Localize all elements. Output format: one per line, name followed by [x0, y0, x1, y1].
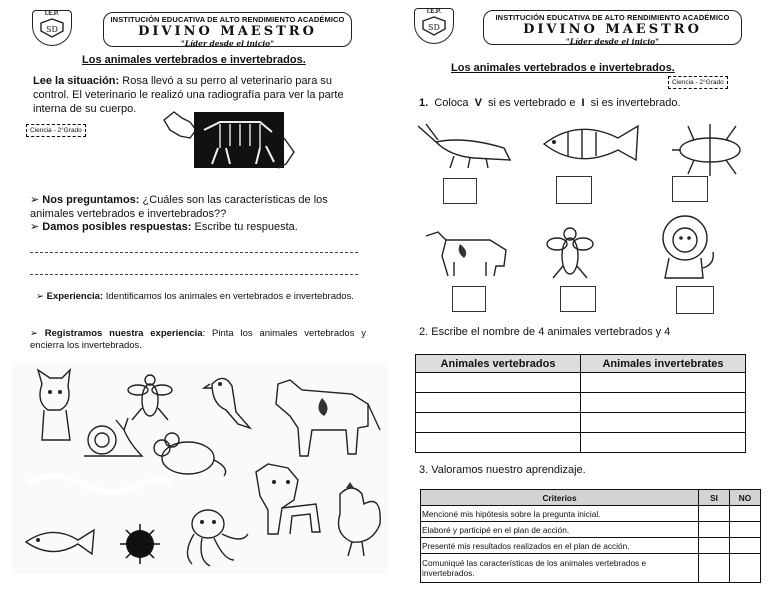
bird-drawing [204, 378, 250, 428]
grade-tag-left: Ciencia - 2°Grado [26, 124, 86, 137]
snail-drawing [84, 418, 142, 456]
cow-drawing [420, 222, 514, 276]
answer-text: Escribe tu respuesta. [194, 221, 298, 233]
shrimp-drawing [414, 120, 514, 170]
letter-v: V [474, 97, 482, 109]
col-header-invertebrates: Animales invertebrates [581, 355, 746, 373]
dog-drawing [256, 464, 320, 534]
answer-label: Damos posibles respuestas: [42, 221, 192, 233]
svg-text:SD: SD [428, 23, 440, 32]
answer-line-1[interactable] [30, 252, 358, 253]
answer-cell[interactable] [416, 433, 581, 453]
bullet-arrow-icon: ➢ [30, 194, 43, 206]
answer-box-fly[interactable] [560, 286, 596, 312]
bullet-arrow-icon: ➢ [36, 291, 47, 302]
table-row [421, 522, 761, 538]
experience-text: Identificamos los animales en vertebrados e invertebrados. [105, 291, 354, 302]
instruction-3: 3. Valoramos nuestro aprendizaje. [419, 464, 586, 476]
answer-cell[interactable] [581, 413, 746, 433]
criteria-cell: Comuniqué las características de los animales vertebrados e invertebrados. [421, 554, 699, 583]
school-name: DIVINO MAESTRO [138, 24, 317, 39]
criteria-cell: Presenté mis resultados realizados en el plan de acción. [421, 538, 699, 554]
table-row [416, 413, 746, 433]
cow-drawing [276, 380, 380, 456]
yes-cell[interactable] [699, 538, 730, 554]
hen-drawing [339, 482, 381, 556]
lion-drawing [655, 212, 717, 282]
school-header-right [483, 10, 742, 45]
school-crest-left [32, 10, 72, 46]
answer-box-shrimp[interactable] [443, 178, 477, 204]
criteria-cell: Elaboré y participé en el plan de acción. [421, 522, 699, 538]
col-header-yes: SI [699, 490, 730, 506]
fly-drawing [128, 375, 172, 420]
school-name: DIVINO MAESTRO [523, 22, 702, 37]
yes-cell[interactable] [699, 506, 730, 522]
col-header-vertebrates: Animales vertebrados [416, 355, 581, 373]
table-row [421, 554, 761, 583]
answer-cell[interactable] [416, 373, 581, 393]
page-title-right: Los animales vertebrados e invertebrados. [451, 62, 675, 74]
answer-cell[interactable] [416, 413, 581, 433]
yes-cell[interactable] [699, 522, 730, 538]
cat-drawing [38, 370, 70, 440]
worm-drawing [26, 476, 172, 492]
table-row [416, 373, 746, 393]
instruction-text: si es invertebrado. [590, 97, 681, 109]
answer-cell[interactable] [581, 433, 746, 453]
institution-name: INSTITUCIÓN EDUCATIVA DE ALTO RENDIMIENTO ACADÉMICO [495, 13, 730, 22]
instruction-text: si es vertebrado e [488, 97, 576, 109]
answer-cell[interactable] [416, 393, 581, 413]
grade-tag-right: Ciencia - 2°Grado [668, 76, 728, 89]
table-row [416, 393, 746, 413]
record-bullet [30, 328, 366, 352]
crest-text: I.E.P. [45, 11, 59, 17]
no-cell[interactable] [730, 554, 761, 583]
yes-cell[interactable] [699, 554, 730, 583]
situation-text: Rosa llevó a su perro al veterinario para su control. El veterinario le realizó una radiografía para ver la parte interna de su cuerpo. [33, 75, 344, 115]
record-label: Registramos nuestra experiencia [44, 328, 203, 339]
school-crest-right [414, 8, 454, 44]
mouse-drawing [154, 433, 226, 476]
answer-bullet [30, 220, 360, 234]
answer-box-lion[interactable] [676, 286, 714, 314]
animals-table [415, 354, 746, 453]
col-header-criteria: Criterios [421, 490, 699, 506]
no-cell[interactable] [730, 538, 761, 554]
table-row [416, 433, 746, 453]
school-header-left [103, 12, 352, 47]
answer-box-fish[interactable] [556, 176, 592, 204]
col-header-no: NO [730, 490, 761, 506]
table-row [421, 538, 761, 554]
answer-box-cow[interactable] [452, 286, 486, 312]
question-bullet [30, 193, 360, 221]
no-cell[interactable] [730, 522, 761, 538]
sea-urchin-drawing [120, 524, 160, 564]
crest-text: I.E.P. [427, 9, 441, 15]
crest-emblem-icon [33, 17, 71, 39]
crest-emblem-icon [415, 15, 453, 37]
bullet-arrow-icon: ➢ [30, 221, 43, 233]
cockroach-drawing [670, 120, 750, 176]
fly-drawing [545, 222, 595, 280]
instruction-2: 2. Escribe el nombre de 4 animales vertebrados y 4 [419, 326, 671, 338]
svg-text:SD: SD [46, 25, 58, 34]
school-motto: "Líder desde el inicio" [180, 39, 275, 48]
self-assessment-table [420, 489, 761, 583]
answer-line-2[interactable] [30, 274, 358, 275]
criteria-cell: Mencioné mis hipótesis sobre la pregunta inicial. [421, 506, 699, 522]
school-motto: "Líder desde el inicio" [565, 37, 660, 46]
experience-bullet [36, 291, 366, 303]
octopus-drawing [187, 510, 248, 566]
fish-drawing [538, 118, 642, 170]
record-text: : Pinta los animales vertebrados y encierra los invertebrados. [30, 328, 366, 351]
answer-cell[interactable] [581, 393, 746, 413]
instruction-text: Coloca [434, 97, 469, 109]
institution-name: INSTITUCIÓN EDUCATIVA DE ALTO RENDIMIENTO ACADÉMICO [110, 15, 345, 24]
no-cell[interactable] [730, 506, 761, 522]
answer-cell[interactable] [581, 373, 746, 393]
instruction-1 [419, 96, 681, 110]
question-label: Nos preguntamos: [42, 194, 140, 206]
bullet-arrow-icon: ➢ [30, 328, 45, 339]
item-number: 1. [419, 97, 429, 109]
situation-label: Lee la situación: [33, 75, 120, 87]
experience-label: Experiencia: [46, 291, 104, 302]
question-text: ¿Cuáles son las características de los animales vertebrados e invertebrados?? [30, 194, 328, 220]
letter-i: I [581, 97, 585, 109]
table-row [421, 506, 761, 522]
page-title-left: Los animales vertebrados e invertebrados. [82, 54, 306, 66]
animals-coloring-area [12, 364, 388, 574]
fish-drawing [26, 530, 94, 554]
dog-xray-image [160, 108, 298, 178]
answer-box-cockroach[interactable] [672, 176, 708, 202]
